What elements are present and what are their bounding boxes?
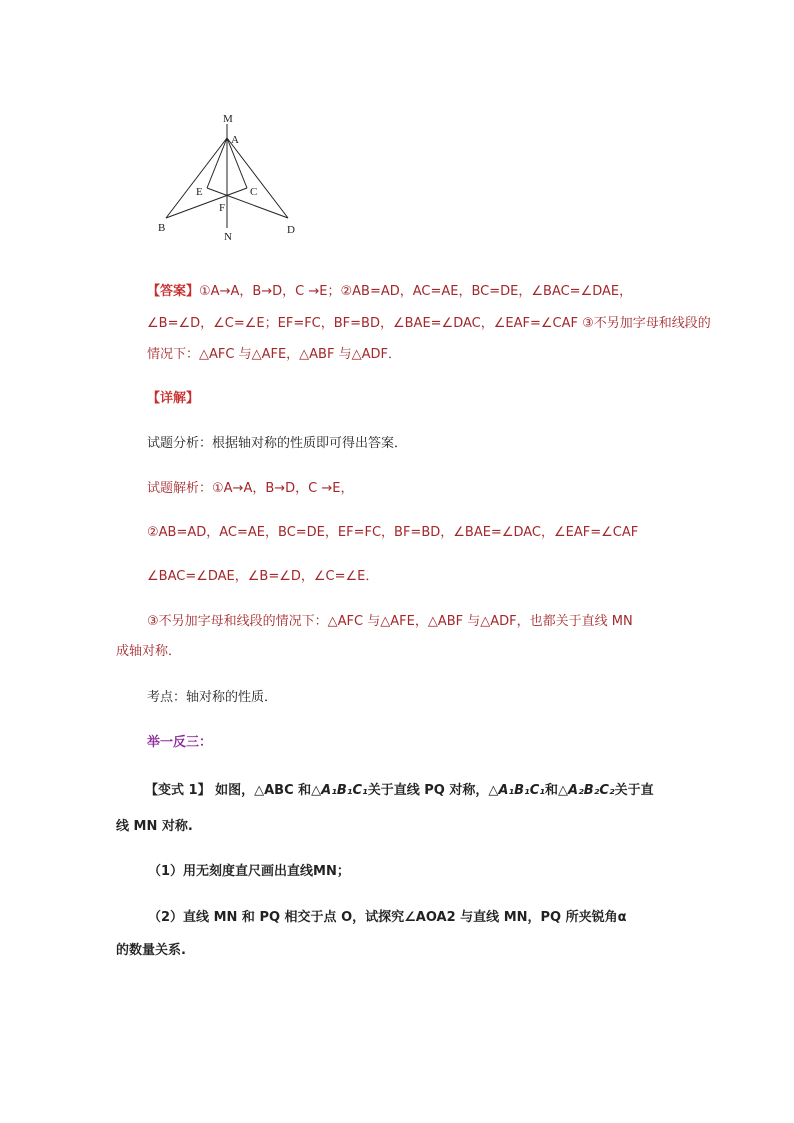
variant-question-line-2: 线 MN 对称. (116, 819, 193, 834)
geometry-figure (150, 108, 310, 248)
sub-question-2b: 的数量关系. (116, 943, 186, 958)
label-c: C (250, 186, 258, 198)
sub-question-1: （1）用无刻度直尺画出直线MN； (148, 864, 350, 879)
answer-tag: 【答案】 (147, 284, 200, 299)
solution-line-4a: ③不另加字母和线段的情况下：△AFC 与△AFE，△ABF 与△ADF，也都关于直线 MN (147, 614, 633, 629)
label-b: B (158, 222, 166, 234)
label-f: F (219, 202, 226, 214)
label-e: E (196, 186, 203, 198)
variant-question-line-1 (145, 781, 794, 801)
kaodian-line: 考点：轴对称的性质． (147, 690, 278, 705)
answer-line-1 (147, 282, 794, 302)
variant-tag: 【变式 1】 (145, 783, 211, 798)
question-text-part1: 如图，△ABC 和△ (210, 783, 322, 798)
question-text-part2: 关于直线 PQ 对称，△ (367, 783, 499, 798)
triangle-diagram (150, 108, 310, 248)
answer-line-3: 情况下：△AFC 与△AFE，△ABF 与△ADF． (147, 347, 401, 362)
label-n: N (224, 231, 232, 243)
question-text-part3: 和△ (544, 783, 568, 798)
detail-tag: 【详解】 (147, 391, 200, 406)
analysis-line: 试题分析：根据轴对称的性质即可得出答案． (147, 436, 408, 451)
segment-ad (227, 138, 288, 218)
segment-bc (166, 188, 247, 218)
answer-text-1: ①A→A，B→D，C →E；②AB=AD，AC=AE，BC=DE，∠BAC=∠DAE， (199, 284, 633, 299)
segment-ab (166, 138, 227, 218)
segment-ae (207, 138, 227, 188)
label-m: M (223, 113, 233, 125)
triangle-a1b1c1: A₁B₁C₁ (321, 783, 368, 798)
question-text-part4: 关于直 (614, 783, 654, 798)
solution-line-3: ∠BAC=∠DAE，∠B=∠D，∠C=∠E． (147, 569, 379, 584)
practice-heading: 举一反三： (147, 735, 213, 750)
answer-line-2: ∠B=∠D，∠C=∠E；EF=FC，BF=BD，∠BAE=∠DAC，∠EAF=∠CAF ③不另加字母和线段的 (147, 316, 711, 331)
sub-question-2a: （2）直线 MN 和 PQ 相交于点 O，试探究∠AOA2 与直线 MN，PQ 所夹锐角α (148, 910, 627, 925)
label-d: D (287, 224, 295, 236)
label-a: A (231, 134, 239, 146)
triangle-a1b1c1-second: A₁B₁C₁ (498, 783, 545, 798)
triangle-a2b2c2: A₂B₂C₂ (567, 783, 615, 798)
solution-line-2: ②AB=AD，AC=AE，BC=DE，EF=FC，BF=BD，∠BAE=∠DAC，∠EAF=∠CAF (147, 525, 639, 540)
solution-line-1: 试题解析：①A→A，B→D，C →E， (147, 481, 354, 496)
solution-line-4b: 成轴对称． (116, 644, 182, 659)
